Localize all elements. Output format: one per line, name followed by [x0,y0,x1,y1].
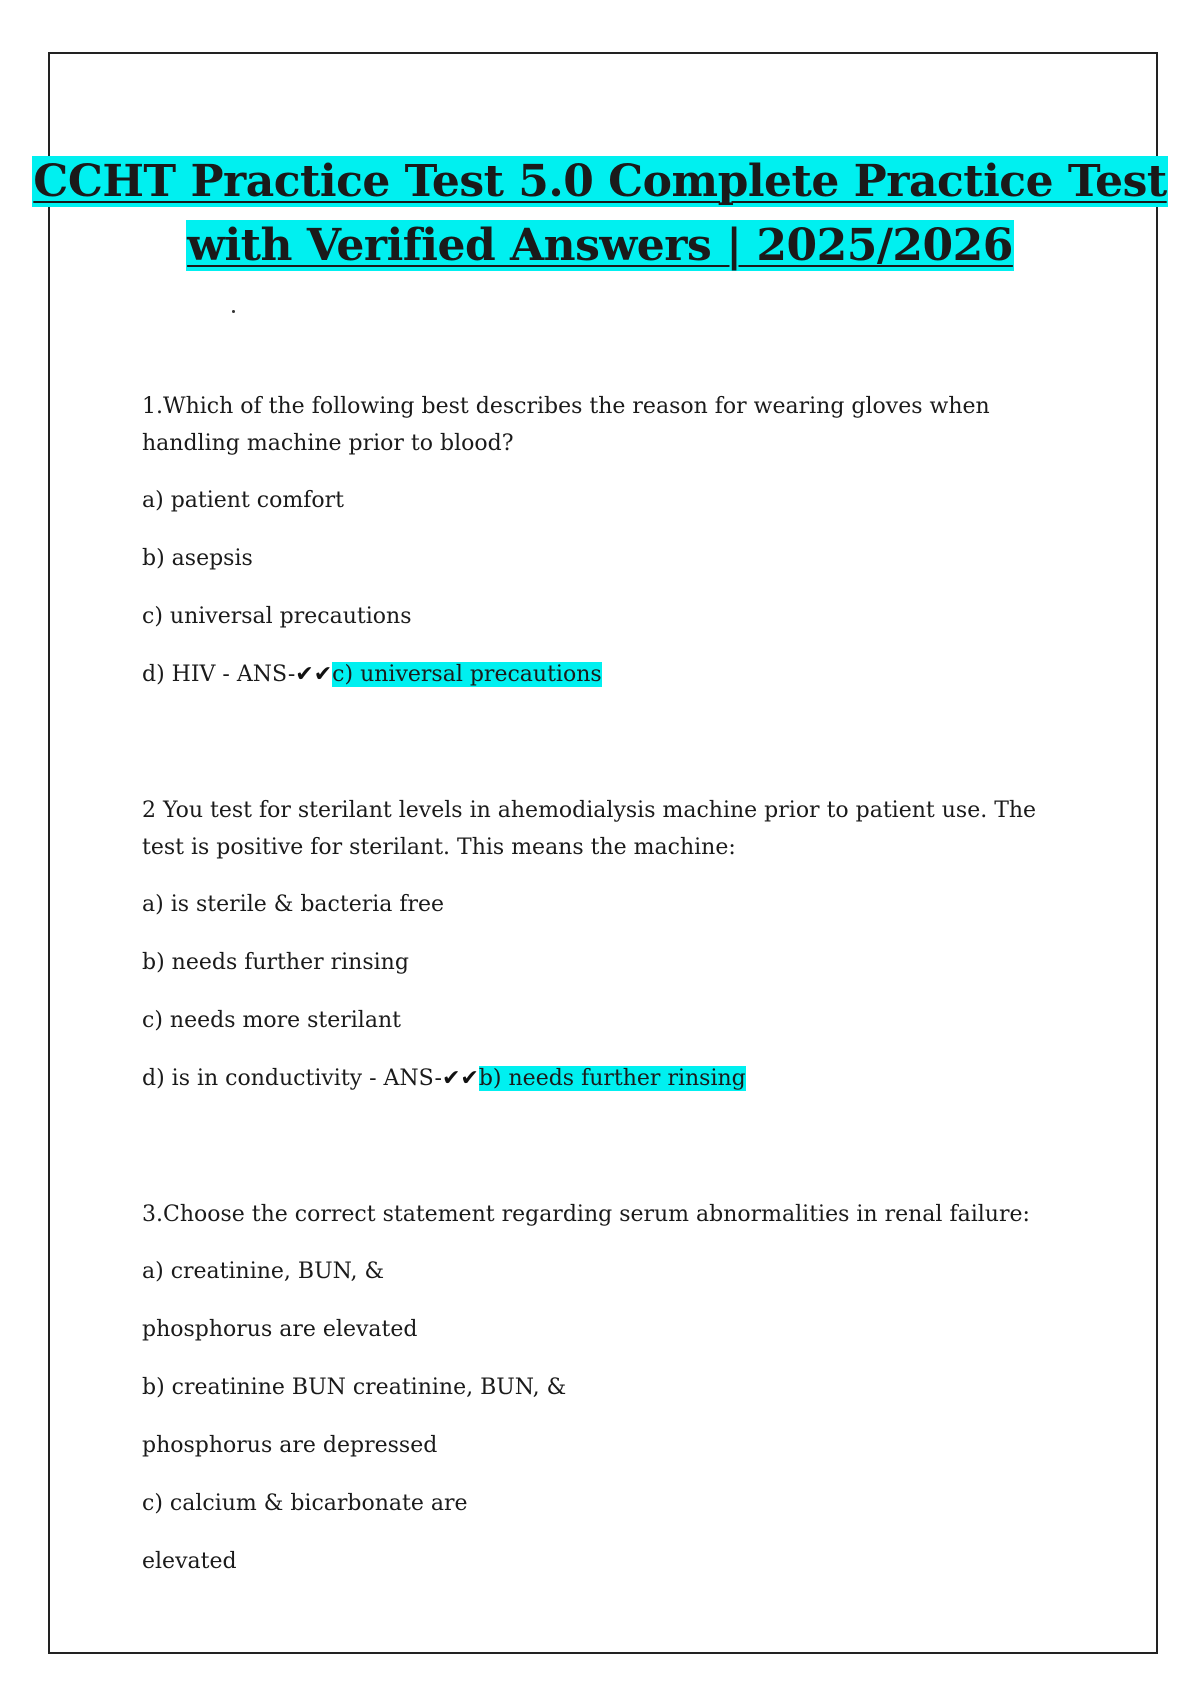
question-3 [142,1196,1062,1580]
question-1-option-b: b) asepsis [142,546,253,571]
question-3-line-5: c) calcium & bicarbonate are [142,1491,468,1516]
stray-dot [232,310,235,313]
question-3-line-2: phosphorus are elevated [142,1317,418,1342]
questions-list [142,388,1062,1601]
question-2-option-a: a) is sterile & bacteria free [142,892,445,917]
question-1-option-d-text: d) HIV - ANS- [142,662,296,687]
question-2 [142,792,1062,1097]
question-2-option-d-text: d) is in conductivity - ANS- [142,1066,442,1091]
question-2-option-d [142,1060,1062,1097]
question-2-stem: 2 You test for sterilant levels in ahemodialysis machine prior to patient use. The test is positive for sterilant. This means the machine: [142,798,1037,860]
question-3-line-3: b) creatinine BUN creatinine, BUN, & [142,1375,567,1400]
question-1-option-c: c) universal precautions [142,604,412,629]
question-2-answer: b) needs further rinsing [478,1066,746,1091]
question-2-option-c: c) needs more sterilant [142,1008,401,1033]
question-1-stem: 1.Which of the following best describes the reason for wearing gloves when handling machine prior to blood? [142,394,990,456]
question-3-line-6: elevated [142,1549,237,1574]
question-3-stem: 3.Choose the correct statement regarding serum abnormalities in renal failure: [142,1202,1030,1227]
question-2-option-b: b) needs further rinsing [142,950,409,975]
title-line-2: with Verified Answers | 2025/2026 [187,220,1013,271]
question-1-answer: c) universal precautions [332,662,602,687]
question-3-line-4: phosphorus are depressed [142,1433,438,1458]
document-title [0,150,1200,278]
question-1 [142,388,1062,693]
check-marks-icon: ✔✔ [295,662,333,687]
question-3-line-1: a) creatinine, BUN, & [142,1259,385,1284]
question-1-option-d [142,656,1062,693]
title-line-1: CCHT Practice Test 5.0 Complete Practice Test [33,156,1167,207]
question-1-option-a: a) patient comfort [142,488,344,513]
check-marks-icon: ✔✔ [441,1066,479,1091]
